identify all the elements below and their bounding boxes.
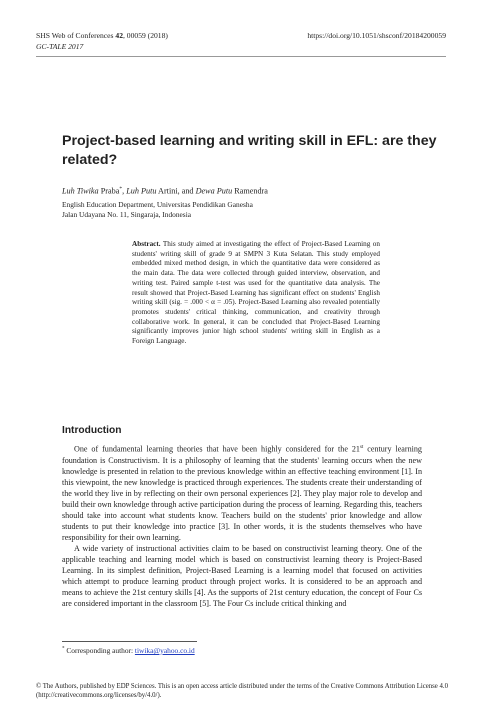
conference-name: GC-TALE 2017 <box>36 42 84 51</box>
introduction-body <box>62 442 422 609</box>
author-list: Luh Tiwika Praba*, Luh Putu Artini, and Dewa Putu Ramendra <box>62 186 268 196</box>
paragraph: One of fundamental learning theories that have been highly considered for the 21st century learning foundation is Constructivism. It is a philosophy of learning that the students' learning occurs when the new knowledge is presented in relation to the previous knowledge within an effective teaching environment [1]. In this viewpoint, the new knowledge is practiced through experiences. The students create their understanding of the world they live in by reflecting on their own personal experiences [2]. They play major role to develop and build their own knowledge through active participation during the process of learning. Regarding this, teachers should take into account what students know. Teachers build on the students' prior knowledge and allow students to put their knowledge into practice [3]. In other words, it is the students themselves who have responsibility for their own learning. <box>62 444 422 543</box>
doi-link[interactable]: https://doi.org/10.1051/shsconf/20184200059 <box>307 31 446 40</box>
volume-number: 42 <box>115 31 123 40</box>
abstract-label: Abstract. <box>132 240 161 248</box>
paper-title: Project-based learning and writing skill in EFL: are they related? <box>62 133 437 168</box>
abstract-text: This study aimed at investigating the effect of Project-Based Learning on students' writing skill of grade 9 at SMPN 3 Kuta Selatan. This study employed embedded mixed method design, in which the quantitative data were considered as the main data. The data were collected through guided interview, observation, and writing test. Paired sample t-test was used for the quantitative data analysis. The result showed that Project-Based Learning has significant effect on students' English writing skill (sig. = .000 < α = .05). Project-Based Learning also revealed potentially promotes students' critical thinking, communication, and creativity through collaborative work. In general, it can be concluded that Project-Based Learning significantly improves junior high school students' writing skill in English as a Foreign Language. <box>132 240 380 346</box>
paragraph: A wide variety of instructional activities claim to be based on constructivist learning theory. One of the applicable teaching and learning model which is based on constructivist learning theory is Project-Based Learning. In its simplest definition, Project-Based Learning is a learning model that focused on activities which attempt to produce learning product through project works. It is considered to be an approach and means to achieve the 21st century skills [4]. As the supports of 21st century education, the concept of Four Cs are considered important in the classroom [5]. The Four Cs include critical thinking and <box>62 544 422 609</box>
footnote: * Corresponding author: tiwika@yahoo.co.id <box>62 646 195 655</box>
license-footer: © The Authors, published by EDP Sciences. This is an open access article distributed under the terms of the Creative Commons Attribution License 4.0 (http://creativecommons.org/licenses/by/4.0/). <box>36 683 449 699</box>
header-divider <box>36 56 446 57</box>
footnote-divider <box>62 641 197 642</box>
abstract <box>132 240 380 347</box>
affiliation: English Education Department, Universitas Pendidikan Ganesha Jalan Udayana No. 11, Singaraja, Indonesia <box>62 200 253 219</box>
journal-citation: SHS Web of Conferences 42, 00059 (2018) <box>36 31 168 40</box>
email-link[interactable]: tiwika@yahoo.co.id <box>134 646 195 655</box>
corresponding-author-mark: * <box>119 186 123 192</box>
section-heading-introduction: Introduction <box>62 425 122 436</box>
